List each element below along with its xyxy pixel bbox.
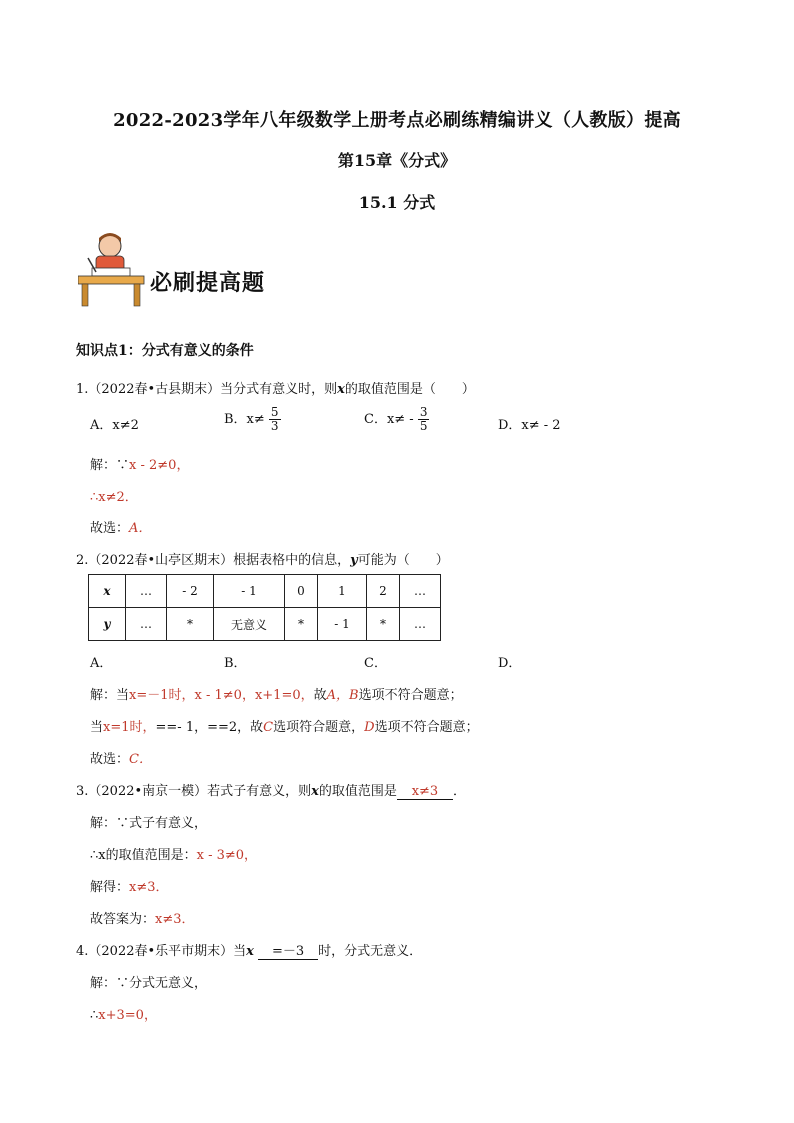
table-cell: 0 bbox=[285, 575, 318, 608]
q1-option-a: A．x≠2 bbox=[90, 418, 139, 433]
q3-solution-line-1: 解：∵式子有意义， bbox=[90, 816, 208, 831]
q2-solution-line-3: 故选：C． bbox=[90, 752, 152, 767]
q3-solution-line-2: ∴x的取值范围是：x - 3≠0， bbox=[90, 848, 258, 863]
q2-option-a: A． bbox=[90, 656, 113, 671]
table-cell: 无意义 bbox=[214, 608, 285, 641]
table-cell: - 2 bbox=[167, 575, 214, 608]
question-3-stem: 3.（2022•南京一模）若式子有意义，则x的取值范围是 x≠3 ． bbox=[76, 784, 466, 799]
table-cell: … bbox=[400, 608, 441, 641]
q4-solution-line-2: ∴x+3=0， bbox=[90, 1008, 157, 1023]
table-cell: * bbox=[285, 608, 318, 641]
question-4-stem: 4.（2022春•乐平市期末）当x =－3 时，分式无意义． bbox=[76, 940, 422, 960]
document-title: 2022-2023学年八年级数学上册考点必刷练精编讲义（人教版）提高 bbox=[113, 110, 681, 131]
table-row bbox=[89, 575, 441, 608]
question-1-stem: 1.（2022春•古县期末）当分式有意义时，则x的取值范围是（ ） bbox=[76, 382, 475, 397]
table-cell: - 1 bbox=[214, 575, 285, 608]
table-cell: y bbox=[89, 608, 126, 641]
table-cell: * bbox=[367, 608, 400, 641]
table-cell: 2 bbox=[367, 575, 400, 608]
table-cell: 1 bbox=[318, 575, 367, 608]
q3-solution-line-3: 解得：x≠3． bbox=[90, 880, 169, 895]
q3-answer-blank: x≠3 bbox=[397, 784, 453, 800]
q1-solution-line-3: 故选：A． bbox=[90, 521, 152, 536]
table-cell: … bbox=[126, 575, 167, 608]
q1-solution-line-2: ∴x≠2． bbox=[90, 490, 138, 505]
banner-heading: 必刷提高题 bbox=[150, 270, 266, 296]
chapter-title: 第15章《分式》 bbox=[337, 151, 457, 170]
table-cell: - 1 bbox=[318, 608, 367, 641]
q2-value-table bbox=[88, 574, 441, 641]
q1-solution-line-1: 解：∵x - 2≠0， bbox=[90, 458, 190, 473]
table-cell: … bbox=[400, 575, 441, 608]
q3-solution-line-4: 故答案为：x≠3． bbox=[90, 912, 195, 927]
q1-option-b-fraction: $\frac{5}{3}$ bbox=[270, 405, 279, 433]
q4-solution-line-1: 解：∵分式无意义， bbox=[90, 976, 208, 991]
q1-option-c: C．x≠ - $\frac{3}{5}$ bbox=[364, 405, 428, 433]
question-2-stem: 2.（2022春•山亭区期末）根据表格中的信息，y可能为（ ） bbox=[76, 553, 449, 568]
q1-option-b: B．x≠ $\frac{5}{3}$ bbox=[224, 405, 279, 433]
knowledge-point-heading: 知识点1：分式有意义的条件 bbox=[76, 343, 254, 359]
section-title: 15.1 分式 bbox=[358, 193, 436, 212]
table-cell: x bbox=[89, 575, 126, 608]
q1-option-c-fraction: $\frac{3}{5}$ bbox=[419, 405, 428, 433]
q4-answer-blank: =－3 bbox=[258, 940, 318, 960]
q2-option-c: C． bbox=[364, 656, 387, 671]
q1-option-d: D．x≠ - 2 bbox=[498, 418, 561, 433]
q2-solution-line-1: 解：当x=－1时，x - 1≠0，x+1=0，故A，B选项不符合题意； bbox=[90, 688, 463, 703]
table-row bbox=[89, 608, 441, 641]
table-cell: * bbox=[167, 608, 214, 641]
q2-solution-line-2: 当x=1时，==- 1，==2，故C选项符合题意，D选项不符合题意； bbox=[90, 720, 479, 735]
table-cell: … bbox=[126, 608, 167, 641]
q2-option-d: D． bbox=[498, 656, 522, 671]
q2-option-b: B． bbox=[224, 656, 247, 671]
